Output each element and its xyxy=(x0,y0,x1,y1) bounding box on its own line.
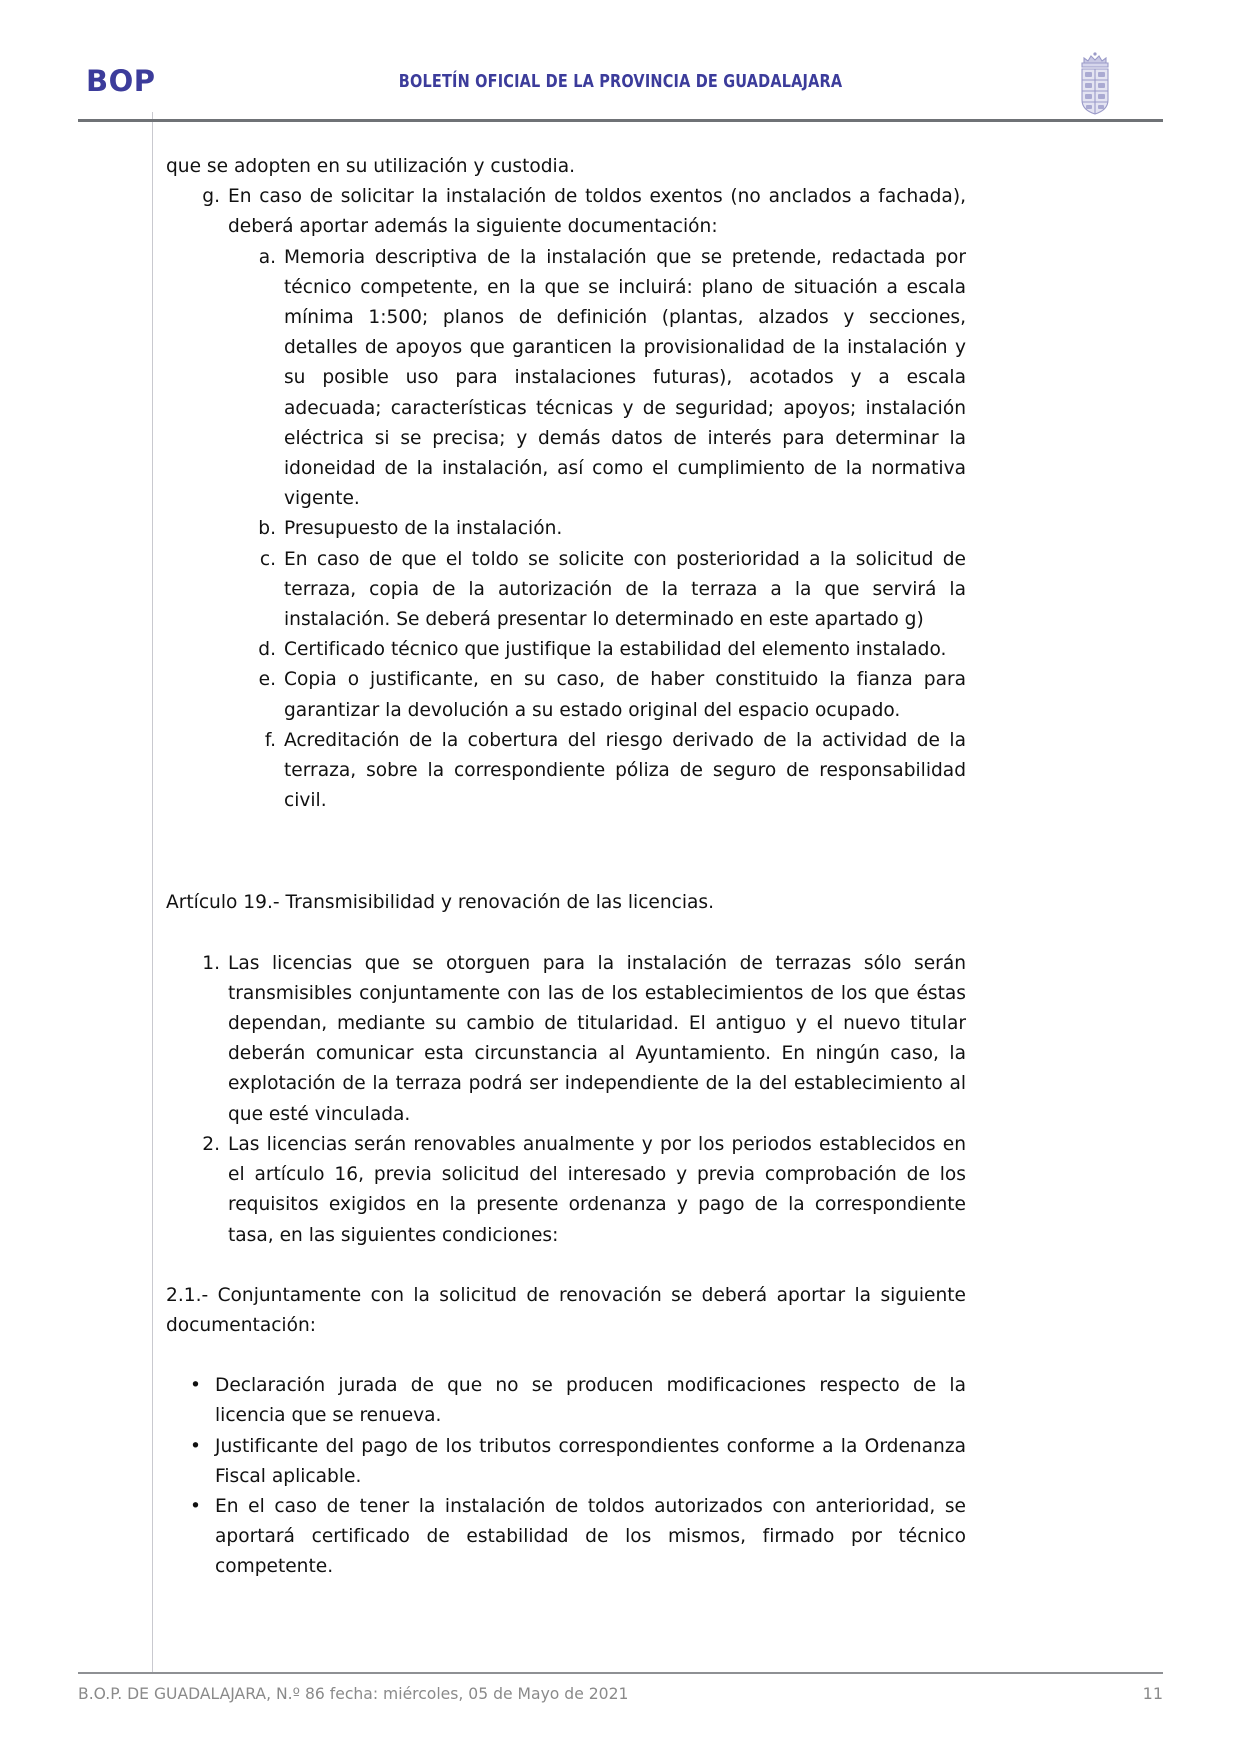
bullet-item-text: Declaración jurada de que no se producen modificaciones respecto de la licencia que se renueva. xyxy=(215,1375,966,1427)
list-item xyxy=(252,243,966,515)
section-spacer xyxy=(166,816,966,888)
list-item-text: Las licencias que se otorguen para la instalación de terrazas sólo serán transmisibles conjuntamente con las de los establecimientos de los que éstas dependan, mediante su cambio de titularidad. El antiguo y el nuevo titular deberán comunicar esta circunstancia al Ayuntamiento. En ningún caso, la explotación de la terraza podrá ser independiente de la del establecimiento al que esté vinculada. xyxy=(228,952,966,1125)
bullet-icon: • xyxy=(190,1495,201,1517)
list-item-text: Memoria descriptiva de la instalación que se pretende, redactada por técnico competente, en la que se incluirá: plano de situación a escala mínima 1:500; planos de definición (plantas, alzados y secciones, detalles de apoyos que garanticen la provisionalidad de la instalación y su posible uso para instalaciones futuras), acotados y a escala adecuada; características técnicas y de seguridad; apoyos; instalación eléctrica si se precisa; y demás datos de interés para determinar la idoneidad de la instalación, así como el cumplimiento de la normativa vigente. xyxy=(284,246,966,510)
header-divider xyxy=(78,119,1163,122)
bullet-item xyxy=(190,1371,966,1431)
list-item xyxy=(252,514,966,544)
footer-divider xyxy=(78,1672,1163,1674)
list-item-text: Las licencias serán renovables anualmente y por los periodos establecidos en el artículo 16, previa solicitud del interesado y previa comprobación de los requisitos exigidos en la presente ordenanza y pago de la correspondiente tasa, en las siguientes condiciones: xyxy=(228,1133,966,1246)
bullet-item-text: En el caso de tener la instalación de toldos autorizados con anterioridad, se aportará certificado de estabilidad de los mismos, firmado por técnico competente. xyxy=(215,1495,966,1578)
numbered-item-2 xyxy=(190,1130,966,1251)
page-footer xyxy=(78,1684,1163,1703)
bullet-item xyxy=(190,1492,966,1583)
list-item xyxy=(252,726,966,817)
subsection-2-1: 2.1.- Conjuntamente con la solicitud de renovación se deberá aportar la siguiente documentación: xyxy=(166,1284,966,1336)
left-margin-rule xyxy=(152,112,153,1672)
bullet-icon: • xyxy=(190,1435,201,1457)
footer-source-text: B.O.P. DE GUADALAJARA, N.º 86 fecha: miércoles, 05 de Mayo de 2021 xyxy=(78,1685,629,1703)
list-marker: g. xyxy=(202,186,220,208)
subsection-spacer xyxy=(166,1251,966,1281)
page-number: 11 xyxy=(1142,1684,1163,1703)
list-marker: b. xyxy=(258,518,276,540)
masthead xyxy=(78,48,1163,112)
list-marker: f. xyxy=(264,729,276,751)
list-item-text: Presupuesto de la instalación. xyxy=(284,518,563,540)
page-title: BOLETÍN OFICIAL DE LA PROVINCIA DE GUADALAJARA xyxy=(398,72,843,92)
bullet-item xyxy=(190,1432,966,1492)
list-item-g xyxy=(190,182,966,242)
list-item xyxy=(252,545,966,636)
list-marker: a. xyxy=(258,246,276,268)
list-marker: e. xyxy=(258,669,276,691)
list-marker: 2. xyxy=(202,1133,220,1155)
list-marker: 1. xyxy=(202,952,220,974)
list-item-text: Copia o justificante, en su caso, de haber constituido la fianza para garantizar la devolución a su estado original del espacio ocupado. xyxy=(284,669,966,721)
numbered-item-1 xyxy=(190,949,966,1130)
list-item xyxy=(252,635,966,665)
list-item-text: Acreditación de la cobertura del riesgo derivado de la actividad de la terraza, sobre la correspondiente póliza de seguro de responsabilidad civil. xyxy=(284,729,966,812)
list-item-text: En caso de que el toldo se solicite con posterioridad a la solicitud de terraza, copia de la autorización de la terraza a la que servirá la instalación. Se deberá presentar lo determinado en este apartado g) xyxy=(284,548,966,631)
list-item-text: Certificado técnico que justifique la estabilidad del elemento instalado. xyxy=(284,639,947,661)
list-marker: c. xyxy=(259,548,276,570)
document-body xyxy=(166,152,966,1583)
list-item-text: En caso de solicitar la instalación de toldos exentos (no anclados a fachada), deberá aportar además la siguiente documentación: xyxy=(228,186,966,238)
continuation-paragraph: que se adopten en su utilización y custodia. xyxy=(166,156,576,177)
list-marker: d. xyxy=(258,639,276,661)
coat-of-arms-icon xyxy=(1071,48,1119,116)
list-item xyxy=(252,665,966,725)
bullet-item-text: Justificante del pago de los tributos correspondientes conforme a la Ordenanza Fiscal aplicable. xyxy=(215,1435,966,1487)
heading-spacer xyxy=(166,919,966,949)
bullet-icon: • xyxy=(190,1375,201,1397)
bop-logo: BOP xyxy=(86,64,156,98)
bullets-spacer xyxy=(166,1341,966,1371)
article-heading: Artículo 19.- Transmisibilidad y renovación de las licencias. xyxy=(166,892,715,914)
